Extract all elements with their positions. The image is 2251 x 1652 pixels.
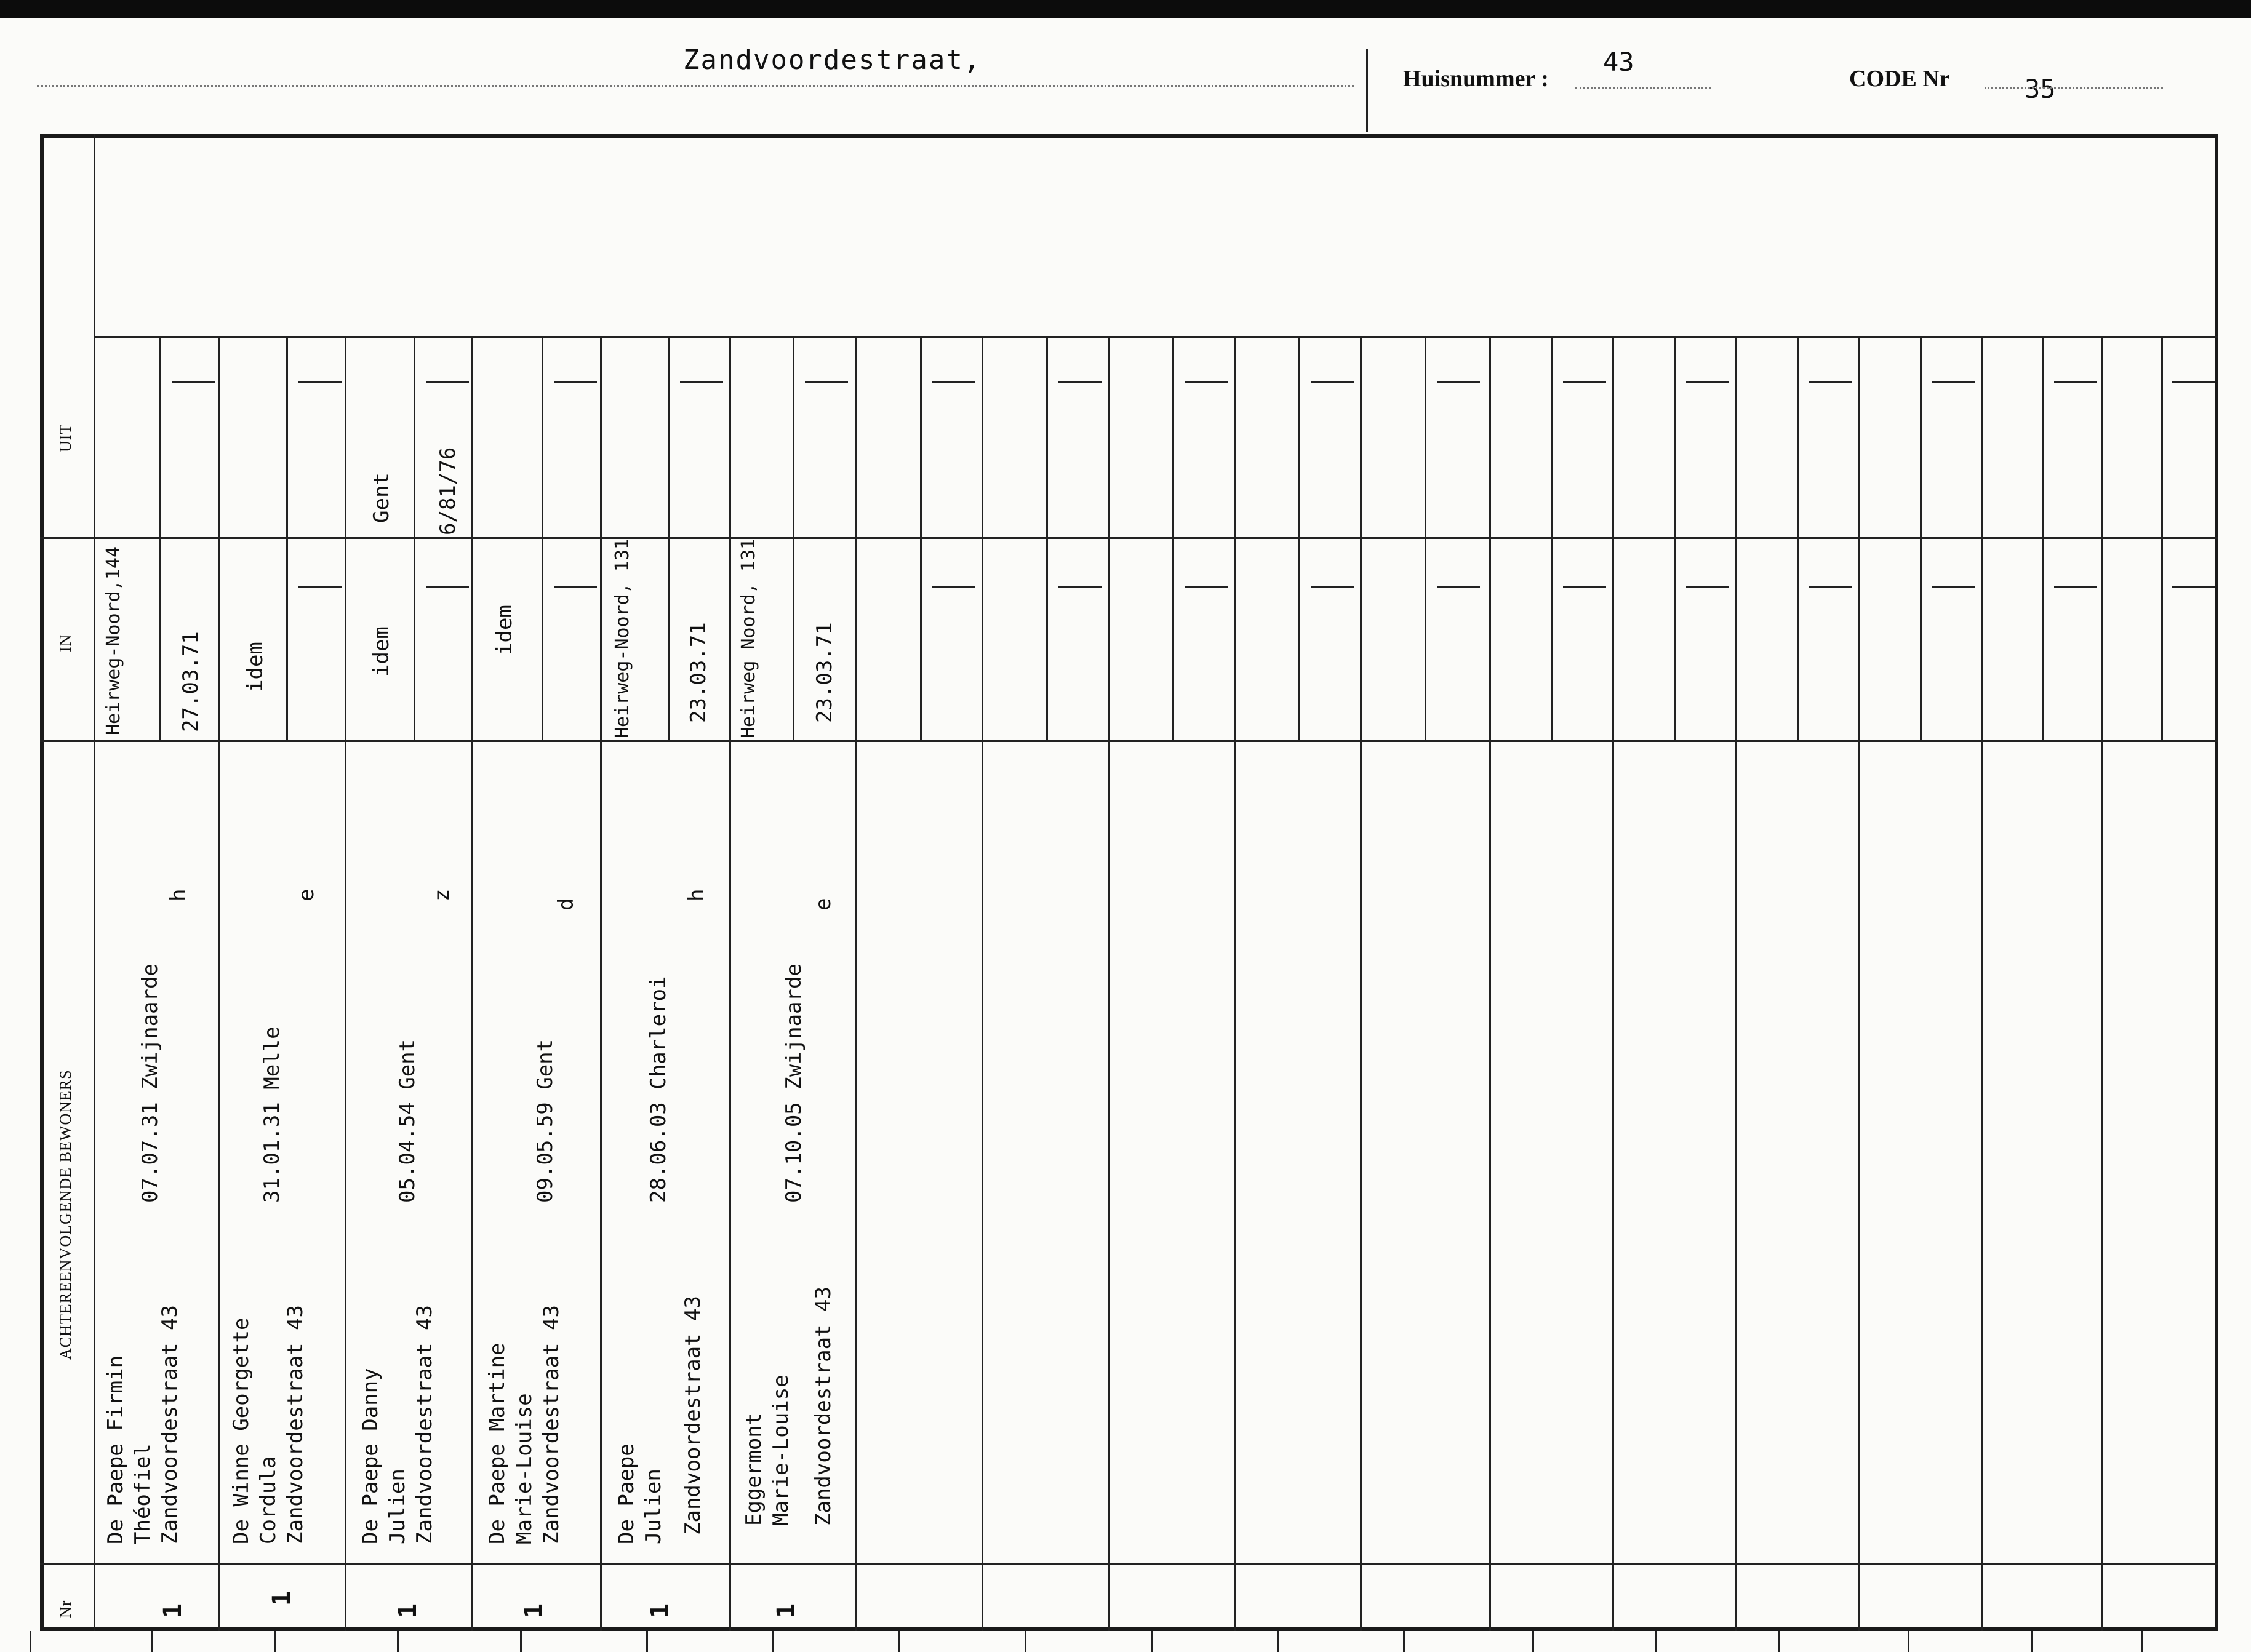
resident-5-relation: h — [684, 888, 709, 901]
resident-1-in-place: Heirweg-Noord,144 — [103, 546, 124, 735]
column-divider — [729, 336, 731, 1631]
resident-1-relation: h — [166, 888, 191, 901]
label-column-divider — [94, 134, 95, 1631]
resident-3-address: Zandvoordestraat 43 — [412, 1305, 437, 1544]
resident-6-name-2: Marie-Louise — [769, 1375, 793, 1526]
resident-5-name-2: Julien — [641, 1469, 666, 1544]
column-divider — [1981, 336, 1983, 1631]
resident-3-nr: 1 — [394, 1603, 422, 1618]
resident-6-in-place: Heirweg Noord, 131 — [738, 538, 759, 738]
house-number-label: Huisnummer : — [1403, 66, 1549, 92]
street-name: Zandvoordestraat, — [683, 44, 982, 76]
sub-divider — [2042, 336, 2044, 740]
bottom-tick — [1655, 1631, 1657, 1652]
resident-5-name: De Paepe — [614, 1443, 639, 1544]
sub-divider — [1298, 336, 1300, 740]
blank-dash — [554, 586, 597, 588]
bottom-tick — [1778, 1631, 1780, 1652]
uit-section-label: UIT — [57, 423, 74, 452]
blank-dash — [932, 586, 975, 588]
resident-3-in-place: idem — [369, 626, 394, 677]
column-divider — [1612, 336, 1614, 1631]
blank-dash — [2172, 586, 2215, 588]
residents-section-label: ACHTEREENVOLGENDE BEWONERS — [57, 1069, 74, 1360]
divider-nr-top — [40, 1563, 2218, 1565]
sub-divider — [1551, 336, 1553, 740]
resident-2-relation: e — [294, 888, 319, 901]
resident-3-out-place: Gent — [369, 473, 394, 523]
resident-6-relation: e — [811, 898, 836, 911]
sub-divider — [159, 336, 161, 740]
header-divider — [1366, 49, 1368, 132]
blank-dash — [1437, 381, 1480, 383]
column-divider — [345, 336, 346, 1631]
resident-6-nr: 1 — [772, 1603, 801, 1618]
blank-dash — [1311, 586, 1354, 588]
column-divider — [982, 336, 983, 1631]
bottom-tick — [151, 1631, 153, 1652]
blank-dash — [1058, 381, 1102, 383]
house-number-value: 43 — [1603, 47, 1634, 77]
resident-6-in-date: 23.03.71 — [812, 622, 837, 723]
resident-5-birth: 28.06.03 Charleroi — [646, 976, 671, 1203]
sub-divider — [1425, 336, 1426, 740]
bottom-tick — [30, 1631, 31, 1652]
blank-dash — [805, 381, 848, 383]
blank-dash — [2054, 586, 2097, 588]
blank-dash — [1686, 586, 1729, 588]
sub-divider — [1674, 336, 1676, 740]
blank-dash — [932, 381, 975, 383]
bottom-tick — [1908, 1631, 1909, 1652]
resident-4-relation: d — [554, 898, 578, 911]
column-divider — [2101, 336, 2103, 1631]
resident-2-birth: 31.01.31 Melle — [260, 1026, 284, 1203]
house-number-dotted-line — [1575, 87, 1711, 89]
bottom-tick — [772, 1631, 774, 1652]
resident-1-nr: 1 — [159, 1603, 187, 1618]
resident-4-in-place: idem — [492, 605, 517, 655]
bottom-tick — [1403, 1631, 1405, 1652]
blank-dash — [1686, 381, 1729, 383]
resident-5-in-date: 23.03.71 — [686, 622, 711, 723]
bottom-tick — [1532, 1631, 1534, 1652]
sub-divider — [920, 336, 922, 740]
sub-divider — [793, 336, 794, 740]
resident-3-relation: z — [430, 888, 454, 901]
resident-6-address: Zandvoordestraat 43 — [811, 1287, 836, 1526]
resident-5-nr: 1 — [646, 1603, 674, 1618]
column-divider — [855, 336, 857, 1631]
sub-divider — [414, 336, 415, 740]
bottom-tick — [1151, 1631, 1153, 1652]
blank-dash — [1058, 586, 1102, 588]
blank-dash — [1563, 586, 1606, 588]
bottom-tick — [2141, 1631, 2143, 1652]
blank-dash — [172, 381, 215, 383]
bottom-tick — [2031, 1631, 2033, 1652]
in-section-label: IN — [57, 634, 74, 652]
divider-in-top — [40, 537, 2218, 539]
resident-1-name-2: Théofiel — [130, 1443, 155, 1544]
blank-dash — [1185, 586, 1228, 588]
resident-3-birth: 05.04.54 Gent — [395, 1039, 420, 1203]
resident-2-in-place: idem — [243, 642, 268, 692]
resident-1-in-date: 27.03.71 — [178, 631, 203, 732]
divider-residents-top — [40, 740, 2218, 742]
bottom-tick — [274, 1631, 276, 1652]
sub-divider — [286, 336, 288, 740]
bottom-tick — [898, 1631, 900, 1652]
column-divider — [471, 336, 473, 1631]
street-dotted-line — [37, 85, 1354, 87]
column-divider — [218, 336, 220, 1631]
resident-1-name: De Paepe Firmin — [103, 1355, 128, 1544]
column-divider — [600, 336, 602, 1631]
scan-top-edge — [0, 0, 2251, 18]
blank-dash — [680, 381, 723, 383]
sub-divider — [668, 336, 670, 740]
sub-divider — [1046, 336, 1048, 740]
bottom-tick — [646, 1631, 648, 1652]
resident-2-name-2: Cordula — [256, 1456, 281, 1544]
blank-dash — [1809, 586, 1852, 588]
nr-label: Nr — [57, 1600, 74, 1618]
blank-dash — [1185, 381, 1228, 383]
column-divider — [1234, 336, 1236, 1631]
column-divider — [1360, 336, 1362, 1631]
blank-dash — [1563, 381, 1606, 383]
resident-3-name: De Paepe Danny — [358, 1368, 383, 1544]
code-dotted-line — [1985, 87, 2163, 89]
blank-dash — [2172, 381, 2215, 383]
column-divider — [1735, 336, 1737, 1631]
sub-divider — [2161, 336, 2163, 740]
resident-2-address: Zandvoordestraat 43 — [283, 1305, 308, 1544]
column-divider — [1858, 336, 1860, 1631]
column-divider — [1108, 336, 1110, 1631]
blank-dash — [554, 381, 597, 383]
sub-divider — [1920, 336, 1922, 740]
blank-dash — [1932, 381, 1975, 383]
sub-divider — [542, 336, 543, 740]
blank-dash — [426, 381, 469, 383]
code-label: CODE Nr — [1849, 66, 1950, 92]
column-divider — [1489, 336, 1491, 1631]
blank-dash — [1437, 586, 1480, 588]
blank-dash — [426, 586, 469, 588]
resident-5-address: Zandvoordestraat 43 — [681, 1296, 705, 1535]
resident-2-nr: 1 — [268, 1590, 296, 1606]
sub-divider — [1172, 336, 1174, 740]
code-value: 35 — [2025, 74, 2056, 104]
resident-4-name-2: Marie-Louise — [512, 1393, 537, 1544]
resident-4-birth: 09.05.59 Gent — [533, 1039, 558, 1203]
resident-3-name-2: Julien — [385, 1469, 410, 1544]
blank-dash — [1809, 381, 1852, 383]
bottom-tick — [1277, 1631, 1279, 1652]
resident-6-name: Eggermont — [742, 1412, 766, 1526]
resident-4-nr: 1 — [520, 1603, 548, 1618]
resident-6-birth: 07.10.05 Zwijnaarde — [782, 964, 806, 1203]
blank-dash — [298, 586, 342, 588]
blank-dash — [298, 381, 342, 383]
resident-3-out-date: 6/81/76 — [436, 447, 460, 535]
blank-dash — [1311, 381, 1354, 383]
blank-dash — [1932, 586, 1975, 588]
resident-4-name: De Paepe Martine — [485, 1343, 510, 1544]
resident-1-birth: 07.07.31 Zwijnaarde — [138, 964, 162, 1203]
bottom-tick — [1025, 1631, 1026, 1652]
bottom-tick — [397, 1631, 399, 1652]
sub-divider — [1797, 336, 1799, 740]
resident-5-in-place: Heirweg-Noord, 131 — [612, 538, 633, 738]
bottom-tick — [520, 1631, 522, 1652]
resident-1-address: Zandvoordestraat 43 — [158, 1305, 182, 1544]
resident-2-name: De Winne Georgette — [229, 1317, 254, 1544]
blank-dash — [2054, 381, 2097, 383]
resident-4-address: Zandvoordestraat 43 — [539, 1305, 564, 1544]
